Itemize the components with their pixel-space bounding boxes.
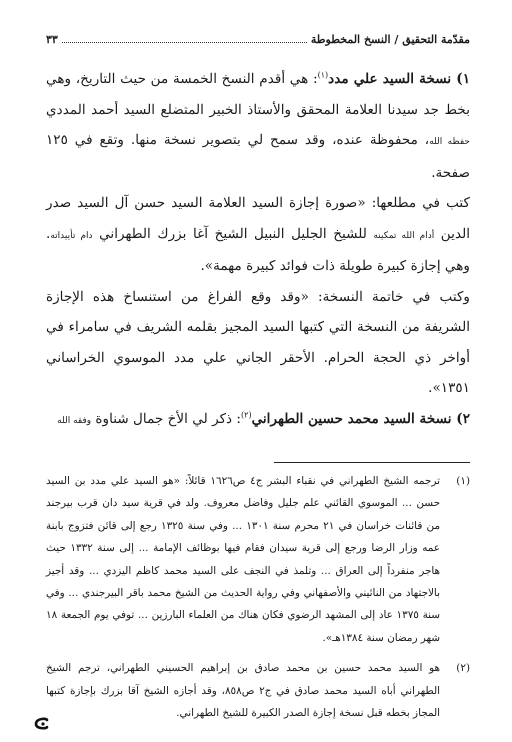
p1-number: ١) [451,71,470,87]
running-header [46,28,470,46]
p4-footnote-ref: (٢) [241,409,252,419]
p2-text-b: للشيخ الجليل النبيل الشيخ آغا بزرك الطهراني [92,225,374,242]
p4-honorific: وفقه الله [57,415,92,426]
footnote-1-text: ترجمه الشيخ الطهراني في نقباء البشر ج٤ ص١٦٢٦ قائلاً: «هو السيد علي مدد بن السيد حسن ... الموسوي القائني علم جليل وفاضل معروف. ولد في قرية سيد دان قرب بيرجند من قائنات خراسان في ٢١ محرم سنة ١٣٠١ ... وفي سنة ١٣٢٥ رجع إلى قائن فتزوج بابنة عمه وزار الرضا ورجع إلى قرية سيدان فقام فيها بوظائف الإمامة ... إلى سنة ١٣٣٢ حيث هاجر منفرداً إلى العراق ... وتلمذ في النجف على السيد محمد كاظم اليزدي ... وقد أجيز بالاجتهاد من النائيني والأصفهاني وفي رواية الحديث من الشيخ محمد باقر البيرجندي ... وفي سنة ١٣٧٥ عاد إلى المشهد الرضوي فكان هناك من العلماء البارزين ... توفي يوم الجمعة ١٨ شهر رمضان سنة ١٣٨٤هـ». [46,475,441,644]
p1-text-a: : هي أقدم النسخ الخمسة من حيث التاريخ، وهي بخط جد سيدنا العلامة المحقق والأستاذ الخبير المتضلع السيد أحمد المددي [46,71,470,118]
p1-honorific: حفظه الله [429,137,471,147]
main-text [46,64,470,436]
footnote-2-text: هو السيد محمد حسين بن محمد صادق بن إبراهيم الحسيني الطهراني، ترجم الشيخ الطهراني أباه السيد محمد صادق في ج٢ ص٨٥٨، وقد أجازه الشيخ آقا بزرك بإجازة كتبها المجاز بخطه قبل نسخة إجازة الصدر الكبيرة للشيخ الطهراني. [46,662,440,720]
p2-text-a: كتب في مطلعها: «صورة إجازة السيد العلامة السيد حسن آل السيد صدر الدين [46,195,470,242]
footnote-2-number: (٢) [456,662,470,675]
footnote-1-number: (١) [456,475,470,487]
page-number: ٣٣ [46,33,58,46]
p1-footnote-ref: (١) [317,70,329,80]
p3-text: وكتب في خاتمة النسخة: «وقد وقع الفراغ من استنساخ هذه الإجازة الشريفة من النسخة التي كتبها السيد المجيز بقلمه الشريف في سامراء في أواخر ذي الحجة الحرام. الأحقر الجاني علي مدد الموسوي الخراساني ١٣٥١». [46,288,470,396]
paragraph-1 [46,64,470,188]
paragraph-4 [46,404,470,437]
p1-heading: نسخة السيد علي مدد [328,71,452,87]
footnote-2 [46,657,470,724]
footnote-1 [46,470,470,649]
header-title: مقدّمة التحقيق / النسخ المخطوطة [310,33,470,46]
header-leader-dots [62,42,307,43]
p4-number: ٢) [451,410,470,427]
p2-text-c: . وهي إجازة كبيرة طويلة ذات فوائد كبيرة مهمة». [46,225,470,274]
page-turn-icon [34,717,50,731]
p2-honorific-a: أدام الله تمكينه [373,230,435,241]
paragraph-2 [46,188,470,282]
p2-honorific-b: دام تأييداته [50,230,93,241]
p4-heading: نسخة السيد محمد حسين الطهراني [251,410,452,427]
p4-text-a: : ذكر لي الأخ جمال شناوة [91,410,242,427]
footnote-spacer [46,649,470,657]
footnotes [46,470,470,724]
p1-text-b: ، محفوظة عنده، وقد سمح لي بتصوير نسخة منها. وتقع في ١٢٥ صفحة. [46,132,470,181]
paragraph-3 [46,282,470,404]
footnote-separator [274,462,470,463]
